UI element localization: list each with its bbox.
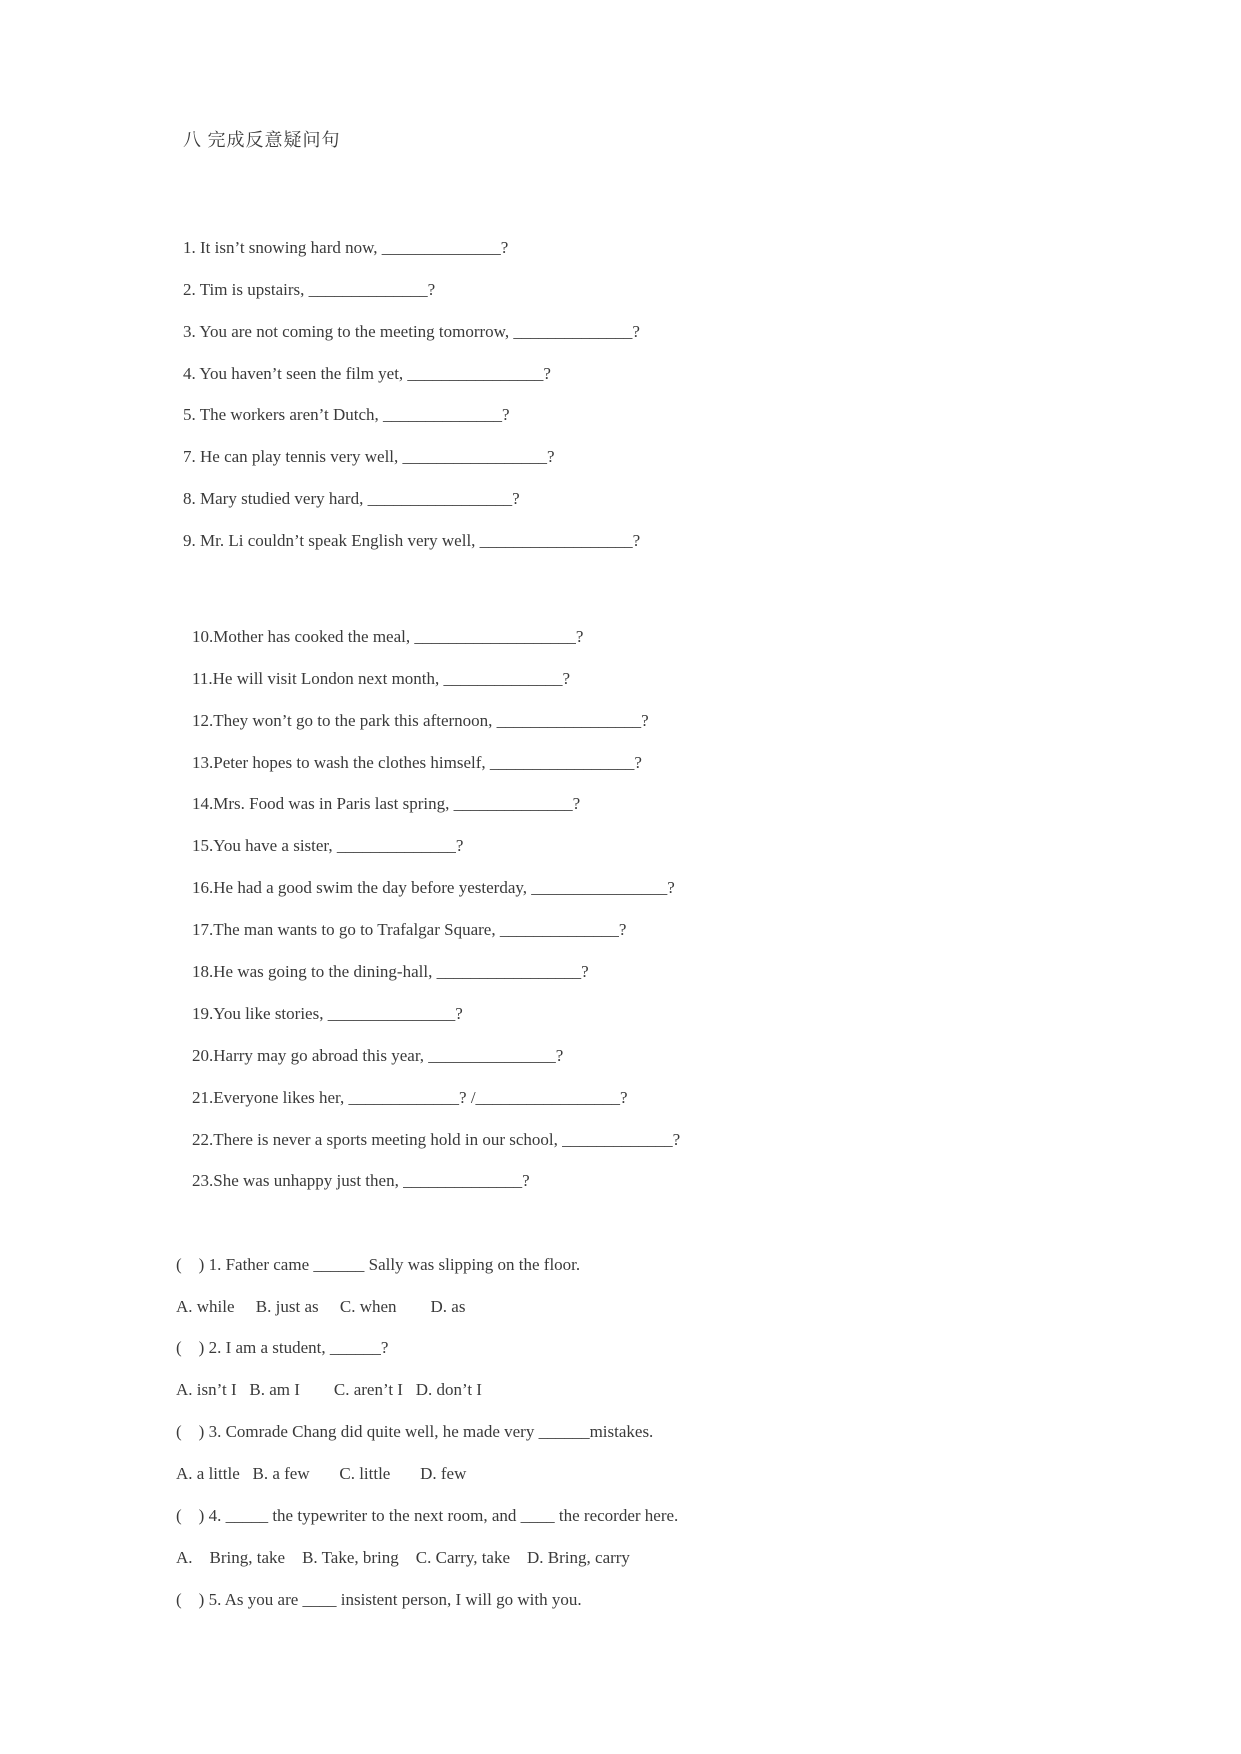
choice-options: A. a little B. a few C. little D. few [176, 1464, 467, 1483]
question-line: 23.She was unhappy just then, ______________? [192, 1171, 530, 1190]
question-line: 5. The workers aren’t Dutch, ______________? [183, 405, 510, 424]
question-line: 9. Mr. Li couldn’t speak English very well, __________________? [183, 531, 641, 550]
question-line: 1. It isn’t snowing hard now, ______________? [183, 238, 509, 257]
question-line: 21.Everyone likes her, _____________? /_________________? [192, 1088, 628, 1107]
question-line: 13.Peter hopes to wash the clothes himself, _________________? [192, 753, 642, 772]
question-line: 17.The man wants to go to Trafalgar Square, ______________? [192, 920, 627, 939]
question-line: 19.You like stories, _______________? [192, 1004, 463, 1023]
question-line: 7. He can play tennis very well, _________________? [183, 447, 555, 466]
question-line: 16.He had a good swim the day before yesterday, ________________? [192, 878, 675, 897]
question-line: 22.There is never a sports meeting hold in our school, _____________? [192, 1130, 681, 1149]
choice-question: ( ) 2. I am a student, ______? [176, 1338, 389, 1357]
choice-options: A. Bring, take B. Take, bring C. Carry, take D. Bring, carry [176, 1548, 630, 1567]
question-line: 15.You have a sister, ______________? [192, 836, 464, 855]
choice-options: A. while B. just as C. when D. as [176, 1297, 466, 1316]
section-title: 八 完成反意疑问句 [183, 130, 341, 150]
question-line: 14.Mrs. Food was in Paris last spring, ______________? [192, 794, 581, 813]
question-line: 18.He was going to the dining-hall, _________________? [192, 962, 589, 981]
question-line: 2. Tim is upstairs, ______________? [183, 280, 436, 299]
choice-question: ( ) 1. Father came ______ Sally was slipping on the floor. [176, 1255, 581, 1274]
question-line: 20.Harry may go abroad this year, _______________? [192, 1046, 564, 1065]
question-line: 8. Mary studied very hard, _________________? [183, 489, 520, 508]
choice-question: ( ) 4. _____ the typewriter to the next room, and ____ the recorder here. [176, 1506, 679, 1525]
question-line: 12.They won’t go to the park this afternoon, _________________? [192, 711, 649, 730]
question-line: 10.Mother has cooked the meal, ___________________? [192, 627, 584, 646]
choice-options: A. isn’t I B. am I C. aren’t I D. don’t I [176, 1380, 482, 1399]
question-line: 3. You are not coming to the meeting tomorrow, ______________? [183, 322, 640, 341]
choice-question: ( ) 3. Comrade Chang did quite well, he made very ______mistakes. [176, 1422, 654, 1441]
question-line: 4. You haven’t seen the film yet, ________________? [183, 364, 551, 383]
question-line: 11.He will visit London next month, ______________? [192, 669, 571, 688]
choice-question: ( ) 5. As you are ____ insistent person, I will go with you. [176, 1590, 582, 1609]
